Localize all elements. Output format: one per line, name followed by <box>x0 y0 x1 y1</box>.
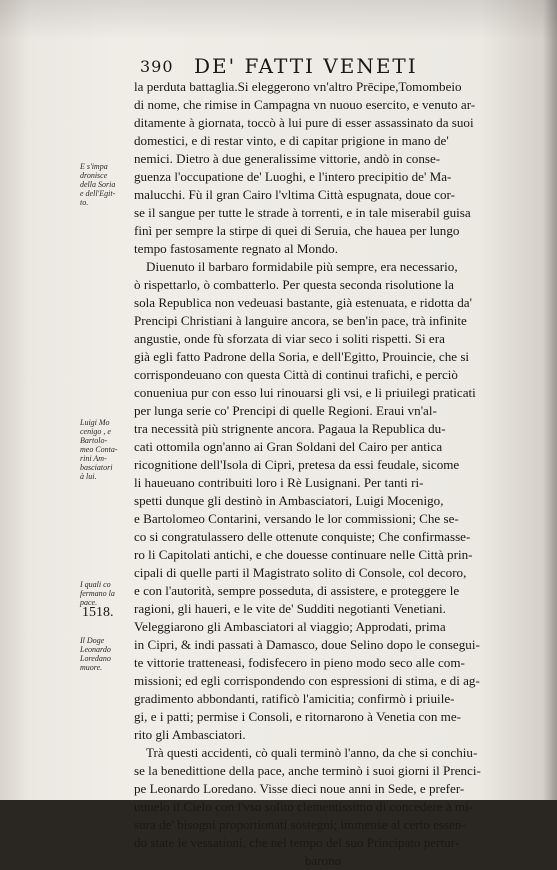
text-line: la perduta battaglia.Si eleggerono vn'altro Prēcipe,Tomombeio <box>134 79 462 94</box>
text-line: se la benedittione della pace, anche terminò i suoi giorni il Prenci- <box>134 763 481 778</box>
text-line: ò rispettarlo, ò combatterlo. Per questa seconda risolutione la <box>134 277 454 292</box>
text-line: e Bartolomeo Contarini, versando le lor commissioni; Che se- <box>134 511 459 526</box>
running-title: DE' FATTI VENETI <box>194 54 418 78</box>
text-line: li haueuano contribuiti loro i Rè Lusignani. Per tanti ri- <box>134 475 424 490</box>
margin-note-line: à lui. <box>80 472 97 481</box>
margin-note-2 <box>80 418 140 481</box>
text-line: ro li Capitolati antichi, e che douesse continuare nelle Città prin- <box>134 547 473 562</box>
margin-note-line: Bartolo- <box>80 436 108 445</box>
text-line: gi, e i patti; permise i Consoli, e ritornarono à Venetia con me- <box>134 709 462 724</box>
margin-year: 1518. <box>82 605 114 620</box>
text-line: cati ottomila ogn'anno ai Gran Soldani del Cairo per antica <box>134 439 443 454</box>
text-line: corrispondeuano con questa Città di continui trafichi, e perciò <box>134 367 458 382</box>
text-line: di nome, che rimise in Campagna vn nuouo esercito, e venuto ar- <box>134 97 476 112</box>
margin-note-line: pace. <box>80 598 98 607</box>
text-line: Veleggiarono gli Ambasciatori al viaggio; Approdati, prima <box>134 619 446 634</box>
text-line: malucchi. Fù il gran Cairo l'vltima Città espugnata, doue cor- <box>134 187 455 202</box>
margin-note-line: cenigo , e <box>80 427 111 436</box>
text-line: sola Republica non vedeuasi bastante, già estenuata, e ridotta da' <box>134 295 472 310</box>
text-line: missioni; ed egli corrispondendo con espressioni di stima, e di ag- <box>134 673 480 688</box>
margin-note-line: muore. <box>80 663 103 672</box>
page-edge-shadow <box>543 0 557 800</box>
margin-note-line: fermano la <box>80 589 115 598</box>
text-line: do state le vessationi, che nel tempo del suo Principato pertur- <box>134 835 460 850</box>
text-line: angustie, onde fù sforzata di viar seco i soliti rispetti. Si era <box>134 331 445 346</box>
margin-note-line: I quali co <box>80 580 111 589</box>
text-line: Trà questi accidenti, cò quali terminò l'anno, da che si conchiu- <box>146 745 478 760</box>
margin-note-line: to. <box>80 198 89 207</box>
margin-note-4 <box>80 636 140 672</box>
margin-note-3 <box>80 580 140 607</box>
page-number: 390 <box>140 57 174 76</box>
page-top-shadow <box>0 0 557 40</box>
text-line: domestici, e di restar vinto, e di capitar prigione in mano de' <box>134 133 449 148</box>
text-line: spetti dunque gli destinò in Ambasciatori, Luigi Mocenigo, <box>134 493 444 508</box>
text-line: ricognitione dell'Isola di Cipri, pretesa da essi feudale, sicome <box>134 457 460 472</box>
text-line: te vittorie tratteneasi, fodisfecero in pieno modo seco alle com- <box>134 655 465 670</box>
text-line: guenza l'occupatione de' Luoghi, e l'intero precipitio de' Ma- <box>134 169 452 184</box>
text-line: Prencipi Christiani à languire ancora, se ben'in pace, trà infinite <box>134 313 467 328</box>
text-line: barono <box>304 853 342 868</box>
text-line: sura de' bisogni proportionati sostegni; immense al certo essen- <box>134 817 466 832</box>
text-line: per lunga serie co' Prencipi di quelle Regioni. Eraui vn'al- <box>134 403 437 418</box>
margin-note-line: e dell'Egit- <box>80 189 116 198</box>
text-line: e con l'autorità, sempre posseduta, di assistere, e proteggere le <box>134 583 460 598</box>
margin-note-1 <box>80 162 140 207</box>
margin-note-line: rini Am- <box>80 454 107 463</box>
text-line: tempo fastosamente regnato al Mondo. <box>134 241 338 256</box>
text-line: ragioni, gli haueri, e le vite de' Sudditi negotianti Venetiani. <box>134 601 446 616</box>
text-line: già egli fatto Padrone della Soria, e dell'Egitto, Prouincie, che si <box>134 349 470 364</box>
margin-note-line: meo Conta- <box>80 445 118 454</box>
text-line: Diuenuto il barbaro formidabile più sempre, era necessario, <box>146 259 458 274</box>
text-line: se il sangue per tutte le strade à torrenti, e in tale miserabil guisa <box>134 205 471 220</box>
text-line: rito gli Ambasciatori. <box>134 727 246 742</box>
text-line: pe Leonardo Loredano. Visse dieci noue anni in Sede, e prefer- <box>134 781 465 796</box>
margin-note-line: dronisce <box>80 171 108 180</box>
text-line: cipali di quelle parti il Magistrato solito di Console, col decoro, <box>134 565 467 580</box>
text-line: gradimento abbondanti, ratificò l'amicitia; confirmò i priuile- <box>134 691 455 706</box>
text-line: uuuelo il Cielo con l'vso solito clementissimo di concedere à mi- <box>134 799 474 814</box>
body-text <box>134 78 512 870</box>
text-line: in Cipri, & indi passati à Damasco, doue Selino dopo le consegui- <box>134 637 480 652</box>
text-line: co si congratulassero delle ottenute conquiste; Che confirmasse- <box>134 529 471 544</box>
margin-note-line: E s'impa <box>80 162 108 171</box>
margin-note-line: Il Doge <box>80 636 105 645</box>
page-header <box>140 54 517 80</box>
margin-note-line: della Soria <box>80 180 116 189</box>
margin-note-line: Luigi Mo <box>80 418 110 427</box>
text-line: nemici. Dietro à due generalissime vittorie, andò in conse- <box>134 151 441 166</box>
text-line: tra necessità più strignente ancora. Pagaua la Republica du- <box>134 421 446 436</box>
margin-note-line: Loredano <box>80 654 111 663</box>
text-line: conueniua pur con esso lui rinouarsi gli vsi, e li priuilegi praticati <box>134 385 476 400</box>
margin-note-line: basciatori <box>80 463 113 472</box>
margin-note-line: Leonardo <box>80 645 111 654</box>
text-line: ditamente à giornata, toccò à lui pure di esser assassinato da suoi <box>134 115 474 130</box>
text-line: finì per sempre la stirpe di quei di Seruia, che hauea per lungo <box>134 223 460 238</box>
